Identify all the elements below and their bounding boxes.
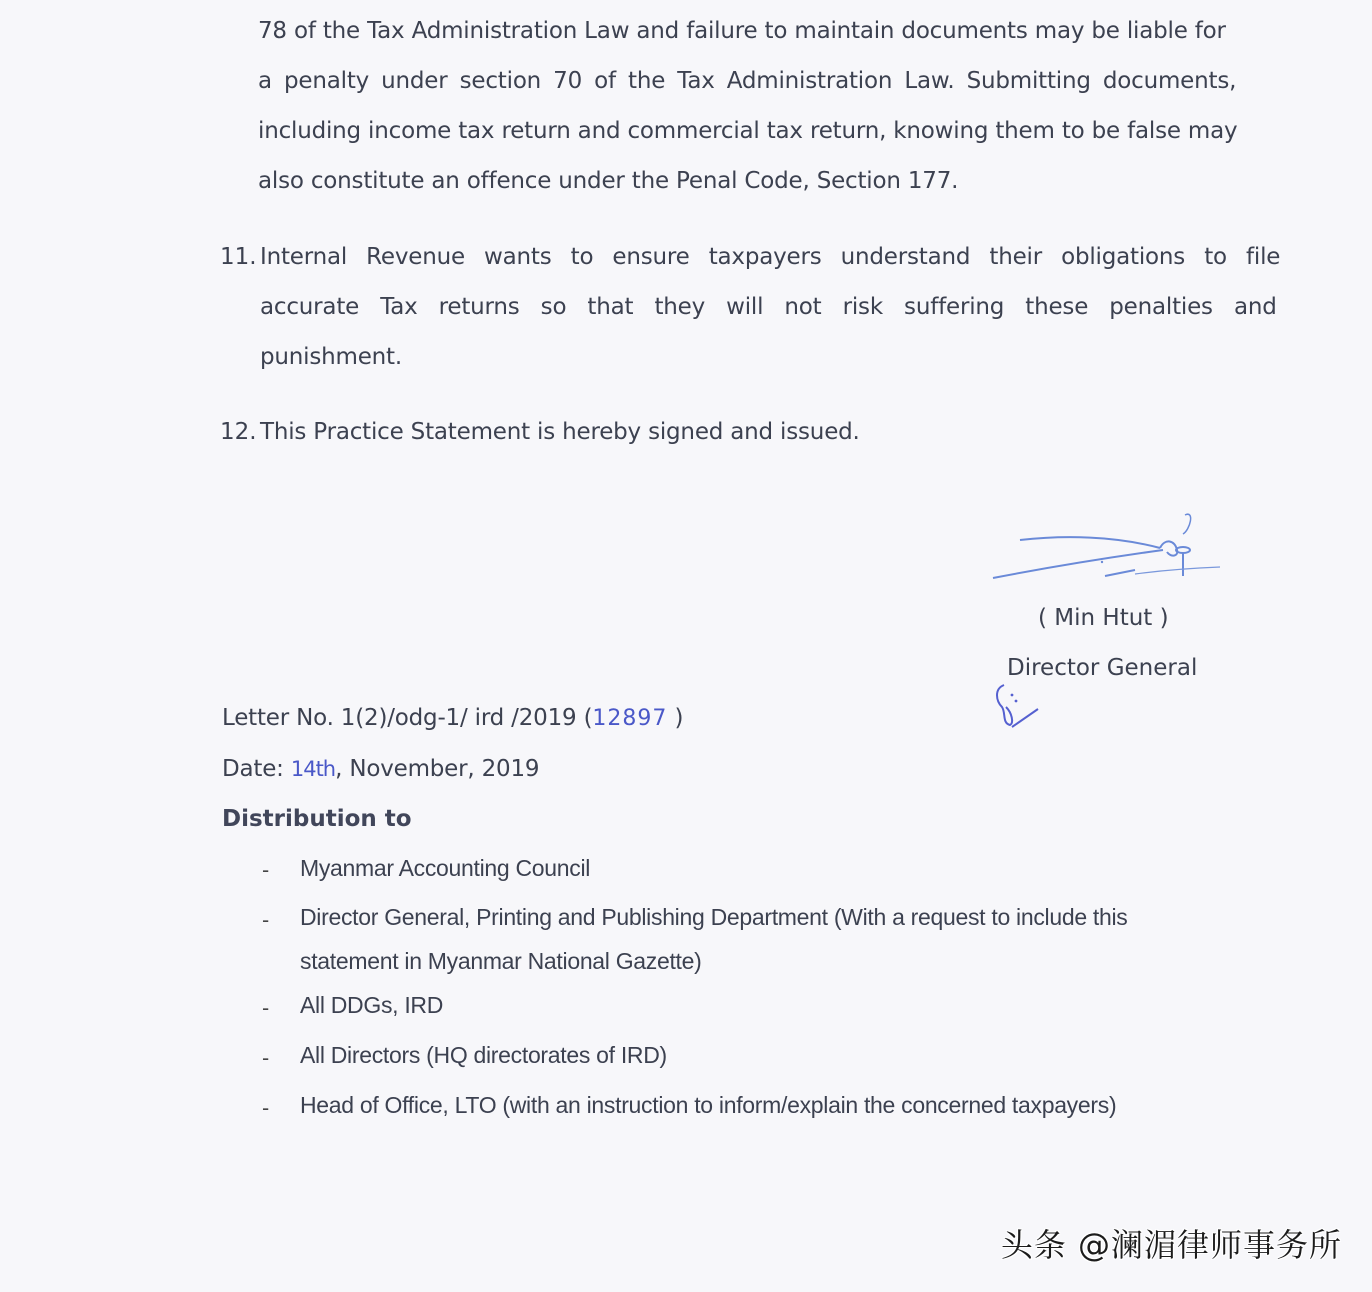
distribution-heading: Distribution to <box>222 806 412 832</box>
para10-line-3: including income tax return and commercial tax return, knowing them to be false may <box>258 118 1238 144</box>
distribution-item: All DDGs, IRD <box>300 992 444 1018</box>
bullet-dash: - <box>262 996 270 1020</box>
date-rest: , November, 2019 <box>335 756 540 782</box>
initials-icon <box>992 683 1042 731</box>
para10-line-1: 78 of the Tax Administration Law and failure to maintain documents may be liable for <box>258 18 1226 44</box>
para10-line-4: also constitute an offence under the Penal Code, Section 177. <box>258 168 959 194</box>
letter-label: Letter No. 1(2)/odg-1/ ird /2019 ( <box>222 705 593 731</box>
signatory-title: Director General <box>1007 655 1198 681</box>
para12-number: 12. <box>220 419 257 445</box>
bullet-dash: - <box>262 1046 270 1070</box>
letter-number <box>222 703 683 734</box>
bullet-dash: - <box>262 908 270 932</box>
date-line <box>222 754 539 784</box>
signatory-name: ( Min Htut ) <box>1038 605 1169 631</box>
bullet-dash: - <box>262 858 270 882</box>
para10-line-2: a penalty under section 70 of the Tax Administration Law. Submitting documents, <box>258 68 1237 94</box>
para12-text: This Practice Statement is hereby signed and issued. <box>260 419 860 445</box>
signature-icon <box>985 510 1225 590</box>
distribution-item-cont: statement in Myanmar National Gazette) <box>300 948 702 974</box>
para11-number: 11. <box>220 244 257 270</box>
distribution-item: Head of Office, LTO (with an instruction to inform/explain the concerned taxpayers) <box>300 1092 1117 1118</box>
para11-line-3: punishment. <box>260 344 402 370</box>
date-handwritten-day: 14th <box>290 757 336 781</box>
para11-line-1: Internal Revenue wants to ensure taxpayers understand their obligations to file <box>260 244 1281 270</box>
para11-line-2: accurate Tax returns so that they will not risk suffering these penalties and <box>260 294 1277 320</box>
distribution-item: Myanmar Accounting Council <box>300 855 591 881</box>
distribution-item: All Directors (HQ directorates of IRD) <box>300 1042 667 1068</box>
letter-handwritten-number: 12897 <box>592 706 668 731</box>
watermark: 头条 @澜湄律师事务所 <box>1000 1226 1342 1264</box>
date-label: Date: <box>222 756 291 782</box>
distribution-item: Director General, Printing and Publishing Department (With a request to include this <box>300 904 1128 930</box>
bullet-dash: - <box>262 1096 270 1120</box>
letter-close: ) <box>667 705 684 731</box>
